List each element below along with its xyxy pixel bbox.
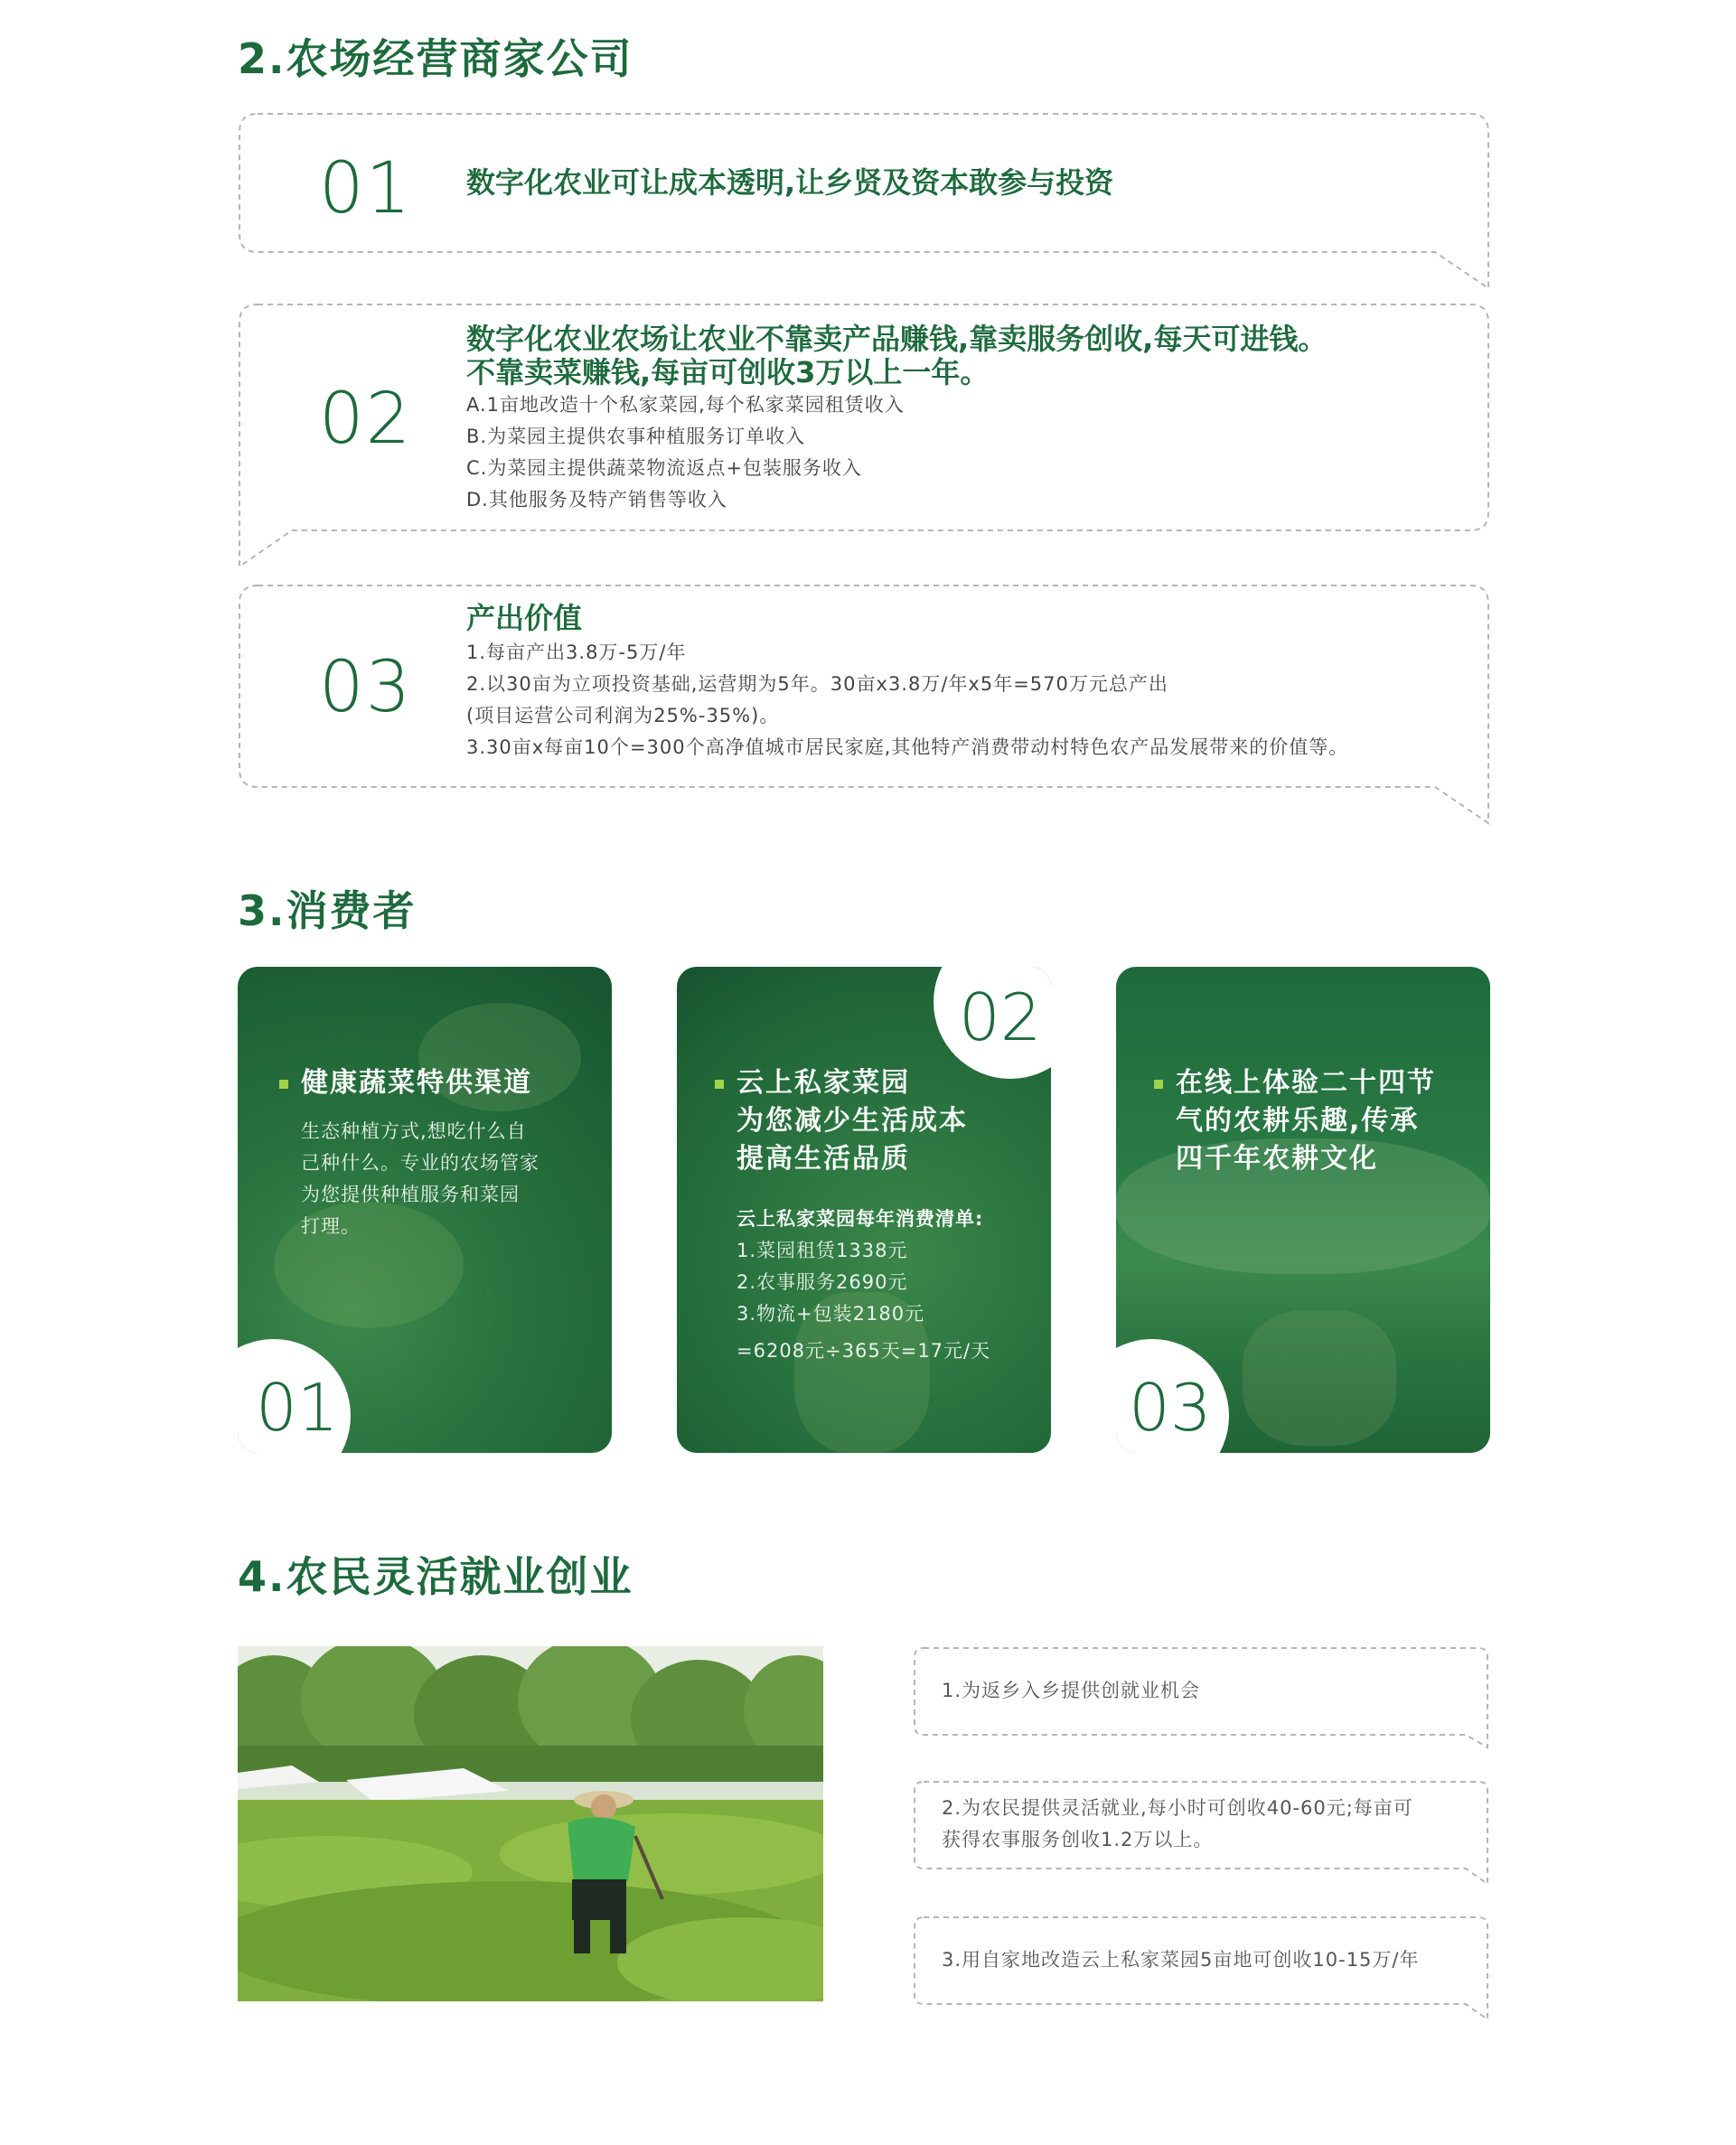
consumer-card-02 [677,967,1051,1453]
card-total: =6208元÷365天=17元/天 [737,1340,991,1362]
card-title: 四千年农耕文化 [1176,1143,1378,1175]
card-title: 为您减少生活成本 [737,1105,968,1137]
callout-text: 获得农事服务创收1.2万以上。 [942,1829,1214,1850]
card-title: 在线上体验二十四节 [1176,1067,1436,1099]
item-heading: 产出价值 [466,601,583,635]
callout-text: 2.为农民提供灵活就业,每小时可创收40-60元;每亩可 [942,1797,1413,1819]
bullet-square [279,1080,288,1089]
card-title: 云上私家菜园 [737,1067,910,1099]
callout-bubble-02 [238,303,1490,569]
section-title-business: 2.农场经营商家公司 [238,34,633,83]
bullet-square [1154,1080,1163,1089]
card-text-line: 1.菜园租赁1338元 [737,1240,908,1261]
card-text-line: 为您提供种植服务和菜园 [301,1184,520,1205]
card-number: 01 [256,1370,339,1446]
card-description [301,1116,540,1242]
card-title: 健康蔬菜特供渠道 [301,1067,532,1099]
field-illustration [238,1646,823,2001]
item-line: (项目运营公司利润为25%-35%)。 [466,705,780,726]
employment-callout-1 [913,1646,1491,1747]
card-number: 03 [1129,1370,1212,1446]
item-number: 02 [319,379,413,460]
item-heading: 数字化农业农场让农业不靠卖产品赚钱,靠卖服务创收,每天可进钱。 [466,322,1328,356]
callout-bubble-01 [238,112,1490,288]
card-title: 气的农耕乐趣,传承 [1176,1105,1420,1137]
farmer-shape [1243,1310,1396,1446]
item-line: 2.以30亩为立项投资基础,运营期为5年。30亩x3.8万/年x5年=570万元总产出 [466,673,1168,695]
item-content [466,602,1348,763]
card-title-block [1176,1064,1436,1178]
item-content [466,323,1327,516]
card-text-line: 打理。 [301,1215,361,1237]
item-line: B.为菜园主提供农事种植服务订单收入 [466,426,806,447]
consumer-card-01 [238,967,612,1453]
item-line: A.1亩地改造十个私家菜园,每个私家菜园租赁收入 [466,394,905,416]
farmer-field-photo [238,1646,823,2001]
consumer-card-03 [1116,967,1490,1453]
item-number: 03 [319,647,413,728]
item-line: D.其他服务及特产销售等收入 [466,489,727,510]
callout-text: 3.用自家地改造云上私家菜园5亩地可创收10-15万/年 [942,1949,1420,1971]
card-description [737,1204,990,1367]
card-number: 02 [959,979,1042,1055]
dashed-bubble-outline [238,112,1490,288]
section-title-farmers: 4.农民灵活就业创业 [238,1552,633,1601]
callout-bubble-03 [238,584,1490,826]
item-line: 1.每亩产出3.8万-5万/年 [466,642,687,663]
item-line: C.为菜园主提供蔬菜物流返点+包装服务收入 [466,457,862,479]
item-number: 01 [319,148,413,229]
card-text-line: 3.物流+包装2180元 [737,1303,925,1325]
section-title-consumers: 3.消费者 [238,886,417,935]
item-heading: 数字化农业可让成本透明,让乡贤及资本敢参与投资 [466,165,1114,200]
item-heading: 不靠卖菜赚钱,每亩可创收3万以上一年。 [466,355,990,389]
employment-callout-3 [913,1916,1491,2019]
employment-callout-2 [913,1780,1491,1884]
card-title-block [737,1064,968,1178]
callout-text-block [942,1793,1413,1856]
card-text-line: 己种什么。专业的农场管家 [301,1152,540,1174]
card-title: 提高生活品质 [737,1143,910,1175]
card-text-line: 2.农事服务2690元 [737,1271,908,1293]
item-line: 3.30亩x每亩10个=300个高净值城市居民家庭,其他特产消费带动村特色农产品发展带来的价值等。 [466,736,1349,758]
callout-text: 1.为返乡入乡提供创就业机会 [942,1680,1201,1701]
card-subheading: 云上私家菜园每年消费清单: [737,1208,984,1230]
card-text-line: 生态种植方式,想吃什么自 [301,1120,527,1142]
bullet-square [715,1080,724,1089]
